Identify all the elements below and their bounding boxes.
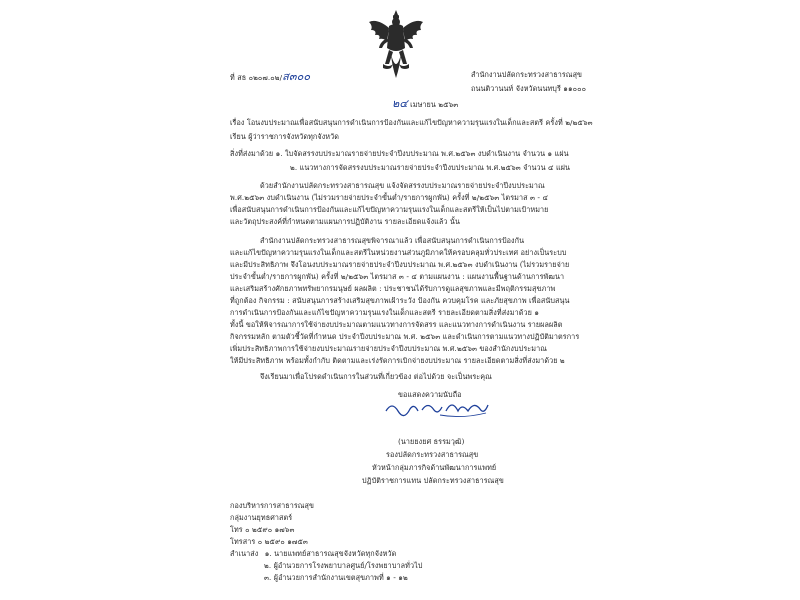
reference-number-printed: ที่ สธ ๐๒๐๗.๐๒/ bbox=[230, 73, 283, 82]
footer-cc bbox=[230, 549, 396, 558]
signatory-name: (นายยงยศ ธรรมวุฒิ) bbox=[398, 437, 465, 446]
reference-number bbox=[230, 72, 310, 82]
reference-number-handwritten: ส๓๐๐ bbox=[282, 70, 311, 83]
date-day-handwritten: ๒๔ bbox=[392, 97, 408, 110]
paragraph-2-line: การดำเนินการป้องกันและแก้ไขปัญหาความรุนแรงในเด็กและสตรี รายละเอียดตามสิ่งที่ส่งมาด้วย ๑ bbox=[230, 308, 540, 317]
subject-line: เรื่อง โอนงบประมาณเพื่อสนับสนุนการดำเนินการป้องกันและแก้ไขปัญหาความรุนแรงในเด็กและสตรี ครั้งที่ ๒/๒๕๖๓ bbox=[230, 118, 593, 127]
signatory-position: ปฏิบัติราชการแทน ปลัดกระทรวงสาธารณสุข bbox=[362, 476, 504, 485]
paragraph-2-line: ทั้งนี้ ขอให้พิจารณาการใช้จ่ายงบประมาณตามแนวทางการจัดสรร และแนวทางการดำเนินงาน รายผลผลิต bbox=[230, 320, 563, 329]
enclosure-item: สิ่งที่ส่งมาด้วย ๑. ใบจัดสรรงบประมาณรายจ่ายประจำปีงบประมาณ พ.ศ.๒๕๖๓ งบดำเนินงาน จำนวน ๑ แผ่น bbox=[230, 149, 569, 158]
garuda-emblem-icon bbox=[367, 8, 425, 84]
footer-group: กลุ่มงานยุทธศาสตร์ bbox=[230, 513, 293, 522]
paragraph-2-line: และเสริมสร้างศักยภาพทรัพยากรมนุษย์ ผลผลิต : ประชาชนได้รับการดูแลสุขภาพและมีพฤติกรรมสุขภาพ bbox=[230, 284, 556, 293]
footer-fax: โทรสาร ๐ ๒๕๙๐ ๑๗๕๓ bbox=[230, 537, 308, 546]
closing-request: จึงเรียนมาเพื่อโปรดดำเนินการในส่วนที่เกี่ยวข้อง ต่อไปด้วย จะเป็นพระคุณ bbox=[260, 372, 492, 381]
paragraph-2-line: ให้มีประสิทธิภาพ พร้อมทั้งกำกับ ติดตามและเร่งรัดการเบิกจ่ายงบประมาณ รายละเอียดตามสิ่งที่ส่งมาด้วย ๒ bbox=[230, 356, 565, 365]
letter-date bbox=[392, 99, 458, 109]
footer-cc-label: สำเนาส่ง bbox=[230, 549, 259, 558]
addressee-line: เรียน ผู้ว่าราชการจังหวัดทุกจังหวัด bbox=[230, 132, 340, 141]
paragraph-2-line: เพิ่มประสิทธิภาพการใช้จ่ายงบประมาณรายจ่ายประจำปีงบประมาณ พ.ศ.๒๕๖๓ ของสำนักงบประมาณ bbox=[230, 344, 548, 353]
signatory-position: รองปลัดกระทรวงสาธารณสุข bbox=[386, 450, 479, 459]
footer-division: กองบริหารการสาธารณสุข bbox=[230, 501, 315, 510]
footer-cc-item: ๒. ผู้อำนวยการโรงพยาบาลศูนย์/โรงพยาบาลทั่วไป bbox=[264, 561, 423, 570]
paragraph-2-line: และแก้ไขปัญหาความรุนแรงในเด็กและสตรีในหน่วยงานส่วนภูมิภาคให้ครอบคลุมทั่วประเทศ อย่างเป็นระบบ bbox=[230, 248, 567, 257]
office-name: สำนักงานปลัดกระทรวงสาธารณสุข bbox=[471, 70, 583, 79]
paragraph-1-line: พ.ศ.๒๕๖๓ งบดำเนินงาน (ไม่รวมรายจ่ายประจำขั้นต่ำ/รายการผูกพัน) ครั้งที่ ๒/๒๕๖๓ ไตรมาส ๓ - ๔ bbox=[230, 193, 549, 202]
signatory-position: หัวหน้ากลุ่มภารกิจด้านพัฒนาการแพทย์ bbox=[372, 463, 497, 472]
paragraph-2-line: กิจกรรมหลัก ตามตัวชี้วัดที่กำหนด ประจำปีงบประมาณ พ.ศ. ๒๕๖๓ และดำเนินการตามแนวทางปฏิบัติมาตรการ bbox=[230, 332, 580, 341]
salutation: ขอแสดงความนับถือ bbox=[398, 390, 462, 399]
footer-cc-item: ๓. ผู้อำนวยการสำนักงานเขตสุขภาพที่ ๑ - ๑๒ bbox=[264, 573, 408, 582]
paragraph-1-line: ด้วยสำนักงานปลัดกระทรวงสาธารณสุข แจ้งจัดสรรงบประมาณรายจ่ายประจำปีงบประมาณ bbox=[260, 181, 545, 190]
footer-phone: โทร ๐ ๒๕๙๐ ๑๗๖๓ bbox=[230, 525, 295, 534]
paragraph-1-line: เพื่อสนับสนุนการดำเนินการป้องกันและแก้ไขปัญหาความรุนแรงในเด็กและสตรีให้เป็นไปตามเป้าหมาย bbox=[230, 205, 549, 214]
date-month-year: เมษายน ๒๕๖๓ bbox=[410, 100, 459, 109]
enclosure-item: ๒. แนวทางการจัดสรรงบประมาณรายจ่ายประจำปีงบประมาณ พ.ศ.๒๕๖๓ จำนวน ๔ แผ่น bbox=[290, 163, 571, 172]
footer-cc-item: ๑. นายแพทย์สาธารณสุขจังหวัดทุกจังหวัด bbox=[264, 549, 397, 558]
paragraph-2-line: ประจำขั้นต่ำ/รายการผูกพัน) ครั้งที่ ๒/๒๕๖๓ ไตรมาส ๓ - ๔ ตามแผนงาน : แผนงานพื้นฐานด้านการพัฒนา bbox=[230, 272, 565, 281]
office-address: ถนนติวานนท์ จังหวัดนนทบุรี ๑๑๐๐๐ bbox=[471, 84, 587, 93]
paragraph-2-line: และมีประสิทธิภาพ จึงโอนงบประมาณรายจ่ายประจำปีงบประมาณ พ.ศ.๒๕๖๓ งบดำเนินงาน (ไม่รวมรายจ่าย bbox=[230, 260, 570, 269]
paragraph-1-line: และวัตถุประสงค์ที่กำหนดตามแผนการปฏิบัติงาน รายละเอียดแจ้งแล้ว นั้น bbox=[230, 217, 460, 226]
paragraph-2-line: ที่ถูกต้อง กิจกรรม : สนับสนุนการสร้างเสริมสุขภาพเฝ้าระวัง ป้องกัน ควบคุมโรค และภัยสุขภาพ เพื่อสนับสนุน bbox=[230, 296, 570, 305]
paragraph-2-line: สำนักงานปลัดกระทรวงสาธารณสุขพิจารณาแล้ว เพื่อสนับสนุนการดำเนินการป้องกัน bbox=[260, 236, 525, 245]
